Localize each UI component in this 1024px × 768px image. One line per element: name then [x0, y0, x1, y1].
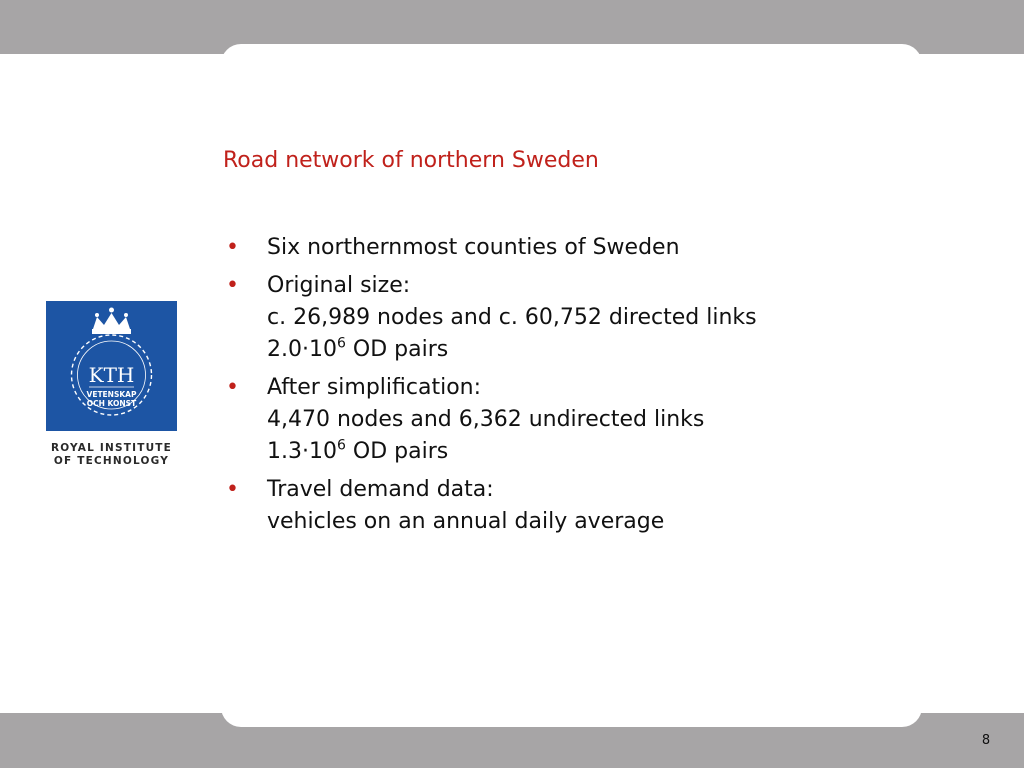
bullet-subline: vehicles on an annual daily average [267, 509, 665, 534]
bullet-text: Travel demand data: [267, 477, 494, 502]
logo-caption-line2: OF TECHNOLOGY [53, 455, 170, 467]
bullet-item [223, 474, 883, 538]
od-exponent: 6 [336, 335, 346, 352]
od-suffix: OD pairs [345, 337, 449, 362]
od-pairs-line [267, 334, 883, 366]
kth-motto-line2: OCH KONST [86, 399, 137, 408]
slide-title: Road network of northern Sweden [223, 148, 599, 173]
logo-caption-line1: ROYAL INSTITUTE [50, 442, 173, 454]
bullet-list [223, 232, 883, 544]
kth-emblem-icon [46, 301, 177, 431]
bullet-text: After simplification: [267, 375, 482, 400]
bullet-text: Six northernmost counties of Sweden [267, 235, 680, 260]
bullet-marker: • [226, 235, 239, 260]
kth-monogram: KTH [88, 363, 135, 387]
od-exponent: 6 [336, 437, 346, 454]
od-base: 2.0·10 [267, 337, 337, 362]
bullet-marker: • [226, 375, 239, 400]
bullet-item [223, 232, 883, 264]
od-pairs-line [267, 436, 883, 468]
bullet-subline: 4,470 nodes and 6,362 undirected links [267, 407, 705, 432]
bullet-item [223, 270, 883, 366]
bullet-item [223, 372, 883, 468]
bullet-subline: c. 26,989 nodes and c. 60,752 directed links [267, 305, 757, 330]
bullet-marker: • [226, 273, 239, 298]
page-number: 8 [981, 733, 991, 748]
bullet-marker: • [226, 477, 239, 502]
od-base: 1.3·10 [267, 439, 337, 464]
bullet-text: Original size: [267, 273, 411, 298]
kth-logo [46, 301, 177, 431]
kth-motto-line1: VETENSKAP [86, 390, 137, 399]
kth-logo-caption [46, 442, 177, 468]
od-suffix: OD pairs [345, 439, 449, 464]
